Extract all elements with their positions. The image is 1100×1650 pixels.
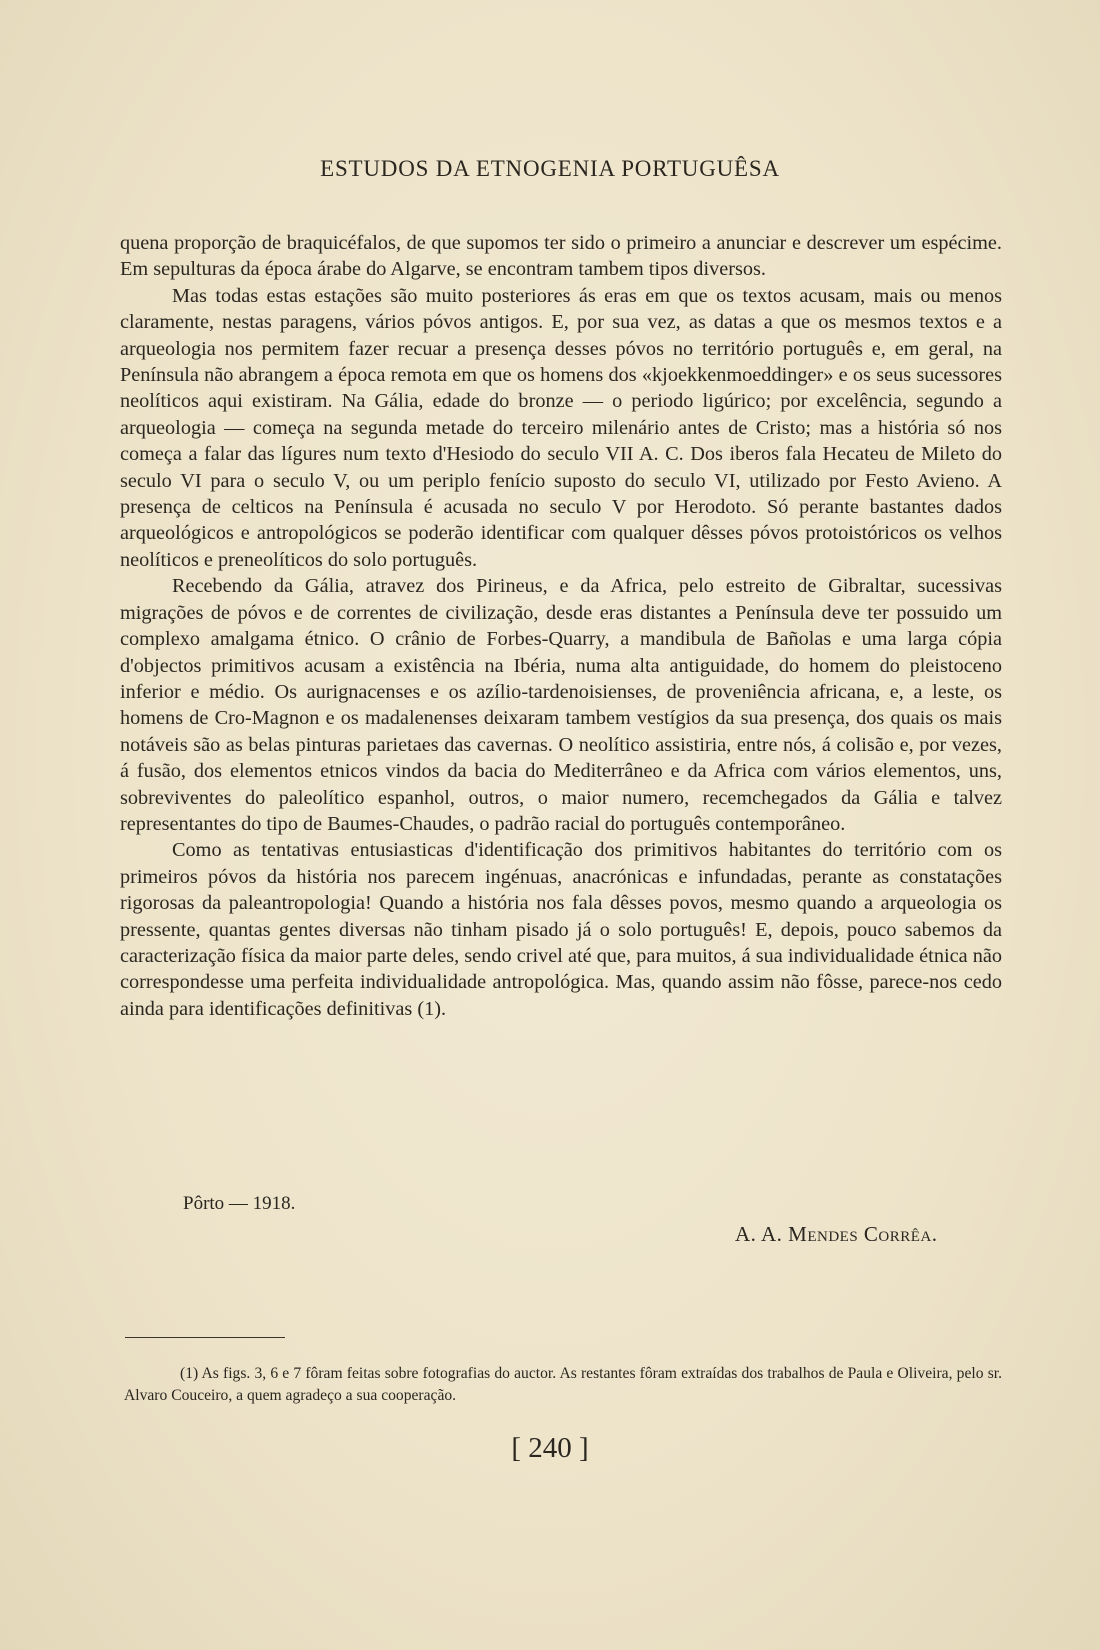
paragraph: Recebendo da Gália, atravez dos Pirineus, e da Africa, pelo estreito de Gibraltar, sucessivas migrações de póvos e de correntes de civilização, desde eras distantes a Península deve ter possuido um complexo amalgama étnico. O crânio de Forbes-Quarry, a mandibula de Bañolas e uma larga cópia d'objectos primitivos acusam a existência na Ibéria, numa alta antiguidade, do homem do pleistoceno inferior e médio. Os aurignacenses e os azílio-tardenoisienses, de proveniência africana, e, a leste, os homens de Cro-Magnon e os madalenenses deixaram tambem vestígios da sua presença, dos quais os mais notáveis são as belas pinturas parietaes das cavernas. O neolítico assistiria, entre nós, á colisão e, por vezes, á fusão, dos elementos etnicos vindos da bacia do Mediterrâneo e da Africa com vários elementos, uns, sobreviventes do paleolítico espanhol, outros, o maior numero, recemchegados da Gália e talvez representantes do tipo de Baumes-Chaudes, o padrão racial do português contemporâneo. bbox=[120, 575, 1002, 835]
author-signature: A. A. Mendes Corrêa. bbox=[735, 1222, 938, 1246]
page-number: [ 240 ] bbox=[511, 1432, 589, 1464]
body-text bbox=[120, 230, 1002, 1022]
footnote-divider bbox=[125, 1337, 285, 1338]
footnote-text: (1) As figs. 3, 6 e 7 fôram feitas sobre fotografias do auctor. As restantes fôram extraídas dos trabalhos de Paula e Oliveira, pelo sr. Alvaro Couceiro, a quem agradeço a sua cooperação. bbox=[124, 1365, 1002, 1404]
paragraph: Como as tentativas entusiasticas d'identificação dos primitivos habitantes do território com os primeiros póvos da história nos parecem ingénuas, anacrónicas e infundadas, perante as constatações rigorosas da paleantropologia! Quando a história nos fala dêsses povos, mesmo quando a arqueologia os pressente, quantas gentes diversas não tinham pisado já o solo português! E, depois, pouco sabemos da caracterização física da maior parte deles, sendo crivel até que, para muitos, á sua individualidade étnica não correspondesse uma perfeita individualidade antropológica. Mas, quando assim não fôsse, parece-nos cedo ainda para identificações definitivas (1). bbox=[120, 839, 1002, 1020]
paragraph-continued: quena proporção de braquicéfalos, de que supomos ter sido o primeiro a anunciar e descrever um espécime. Em sepulturas da época árabe do Algarve, se encontram tambem tipos diversos. bbox=[120, 232, 1002, 281]
place-date: Pôrto — 1918. bbox=[183, 1193, 296, 1214]
footnote bbox=[124, 1363, 1002, 1407]
running-head: ESTUDOS DA ETNOGENIA PORTUGUÊSA bbox=[320, 156, 780, 181]
paragraph: Mas todas estas estações são muito posteriores ás eras em que os textos acusam, mais ou menos claramente, nestas paragens, vários póvos antigos. E, por sua vez, as datas a que os mesmos textos e a arqueologia nos permitem fazer recuar a presença desses póvos no território português e, em geral, na Península não abrangem a época remota em que os homens dos «kjoekkenmoeddinger» e os seus sucessores neolíticos aqui existiram. Na Gália, edade do bronze — o periodo ligúrico; por excelência, segundo a arqueologia — começa na segunda metade do terceiro milenário antes de Cristo; mas a história só nos começa a falar das lígures num texto d'Hesiodo do seculo VII A. C. Dos iberos fala Hecateu de Mileto do seculo VI para o seculo V, ou um periplo fenício suposto do seculo VI, utilizado por Festo Avieno. A presença de celticos na Península é acusada no seculo V por Herodoto. Só perante bastantes dados arqueológicos e antropológicos se poderão identificar com qualquer dêsses póvos protoistóricos os velhos neolíticos e preneolíticos do solo português. bbox=[120, 284, 1002, 571]
